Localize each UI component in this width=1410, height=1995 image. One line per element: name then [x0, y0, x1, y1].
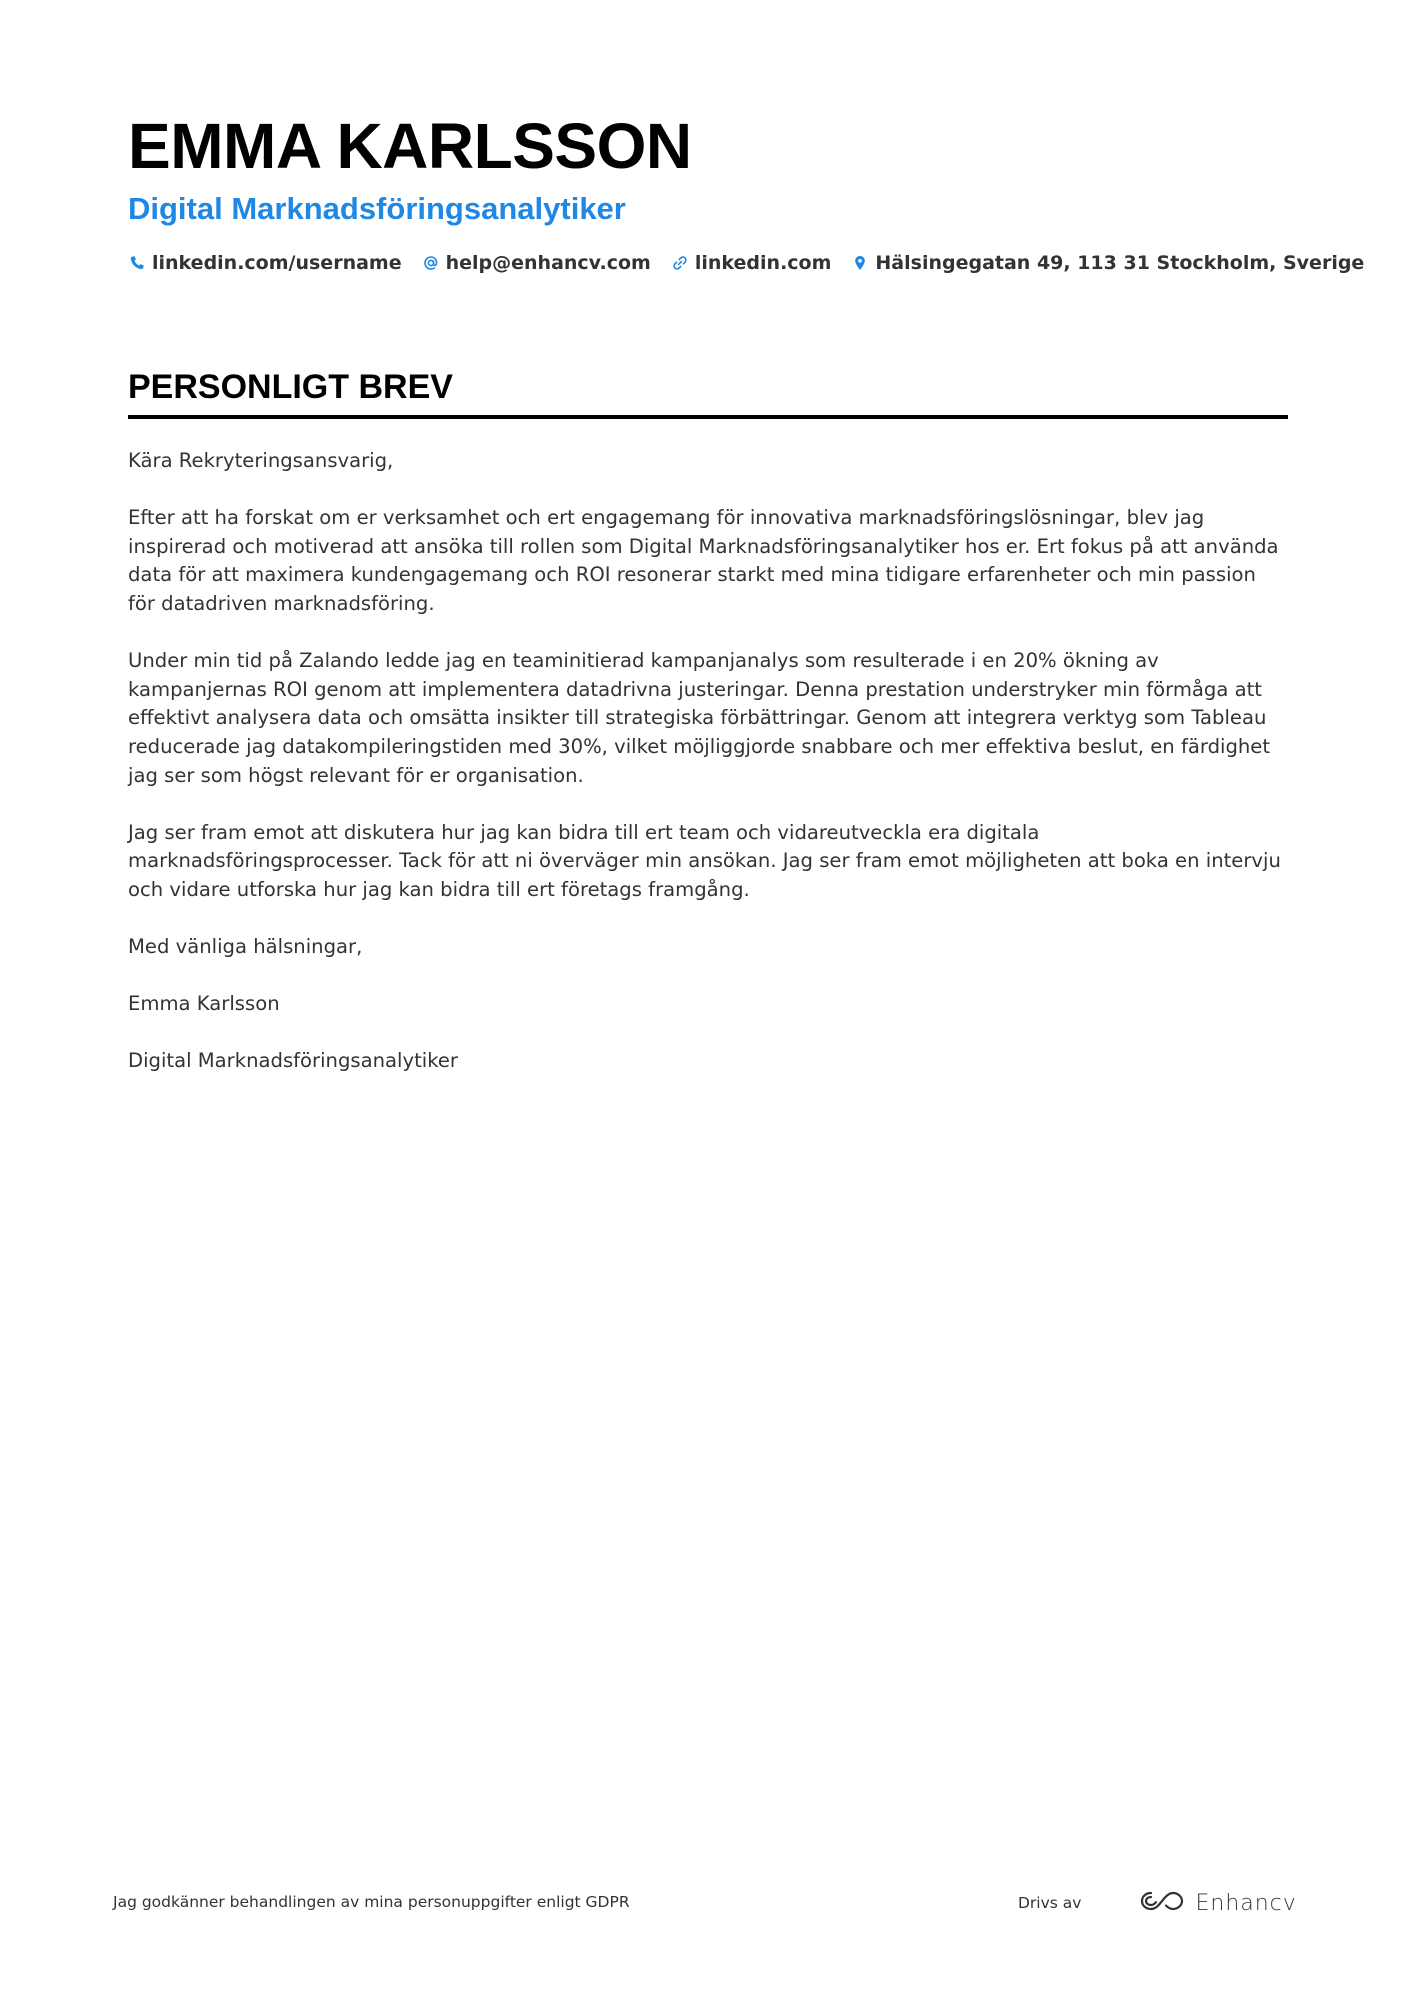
gdpr-consent: Jag godkänner behandlingen av mina personuppgifter enligt GDPR: [113, 1893, 630, 1911]
header: [128, 108, 1365, 278]
letter-paragraph: Efter att ha forskat om er verksamhet och ert engagemang för innovativa marknadsföringslösningar, blev jag inspirerad och motiverad att ansöka till rollen som Digital Marknadsföringsanalytiker hos er. Ert fokus på att använda data för att maximera kundengagemang och ROI resonerar starkt med mina tidigare erfarenheter och min passion för datadriven marknadsföring.: [128, 506, 1279, 615]
letter-greeting: Kära Rekryteringsansvarig,: [128, 449, 394, 472]
letter-paragraph: Jag ser fram emot att diskutera hur jag kan bidra till ert team och vidareutveckla era digitala marknadsföringsprocesser. Tack för att ni överväger min ansökan. Jag ser fram emot möjligheten att boka en intervju och vidare utforska hur jag kan bidra till ert företags framgång.: [128, 820, 1281, 901]
contact-info: [128, 248, 1365, 278]
letter-closing: Med vänliga hälsningar,: [128, 935, 363, 959]
phone-icon: [128, 254, 146, 272]
cover-letter-section: [128, 365, 1288, 1105]
contact-address-text: Hälsingegatan 49, 113 31 Stockholm, Sverige: [875, 252, 1365, 274]
section-title: PERSONLIGT BREV: [128, 368, 453, 406]
footer-branding: [1018, 1888, 1297, 1918]
job-title: Digital Marknadsföringsanalytiker: [128, 191, 626, 226]
brand-name: Enhancv: [1195, 1890, 1297, 1916]
powered-by-label: Drivs av: [1018, 1894, 1082, 1912]
letter-paragraph: Under min tid på Zalando ledde jag en teaminitierad kampanjanalys som resulterade i en 20% ökning av kampanjernas ROI genom att implementera datadrivna justeringar. Denna prestation understryker min förmåga att effektivt analysera data och omsätta insikter till strategiska förbättringar. Genom att integrera verktyg som Tableau reducerade jag datakompileringstiden med 30%, vilket möjliggjorde snabbare och mer effektiva beslut, en färdighet jag ser som högst relevant för er organisation.: [128, 649, 1271, 787]
section-divider: [128, 415, 1288, 419]
signature-title: Digital Marknadsföringsanalytiker: [128, 1049, 458, 1073]
candidate-name: EMMA KARLSSON: [128, 110, 692, 182]
contact-email-text: help@enhancv.com: [445, 252, 651, 274]
location-pin-icon: [851, 254, 869, 272]
at-icon: [422, 254, 440, 272]
contact-email[interactable]: [422, 252, 651, 274]
contact-address: [851, 252, 1364, 274]
link-icon: [671, 254, 689, 272]
enhancv-brand-link[interactable]: [1139, 1888, 1296, 1918]
signature-name: Emma Karlsson: [128, 992, 280, 1016]
contact-phone-text: linkedin.com/username: [152, 252, 402, 274]
enhancv-logo-icon: [1139, 1888, 1195, 1918]
contact-link[interactable]: [671, 252, 832, 274]
contact-link-text: linkedin.com: [694, 252, 832, 274]
contact-phone[interactable]: [128, 252, 402, 274]
letter-body: [128, 447, 1288, 1076]
